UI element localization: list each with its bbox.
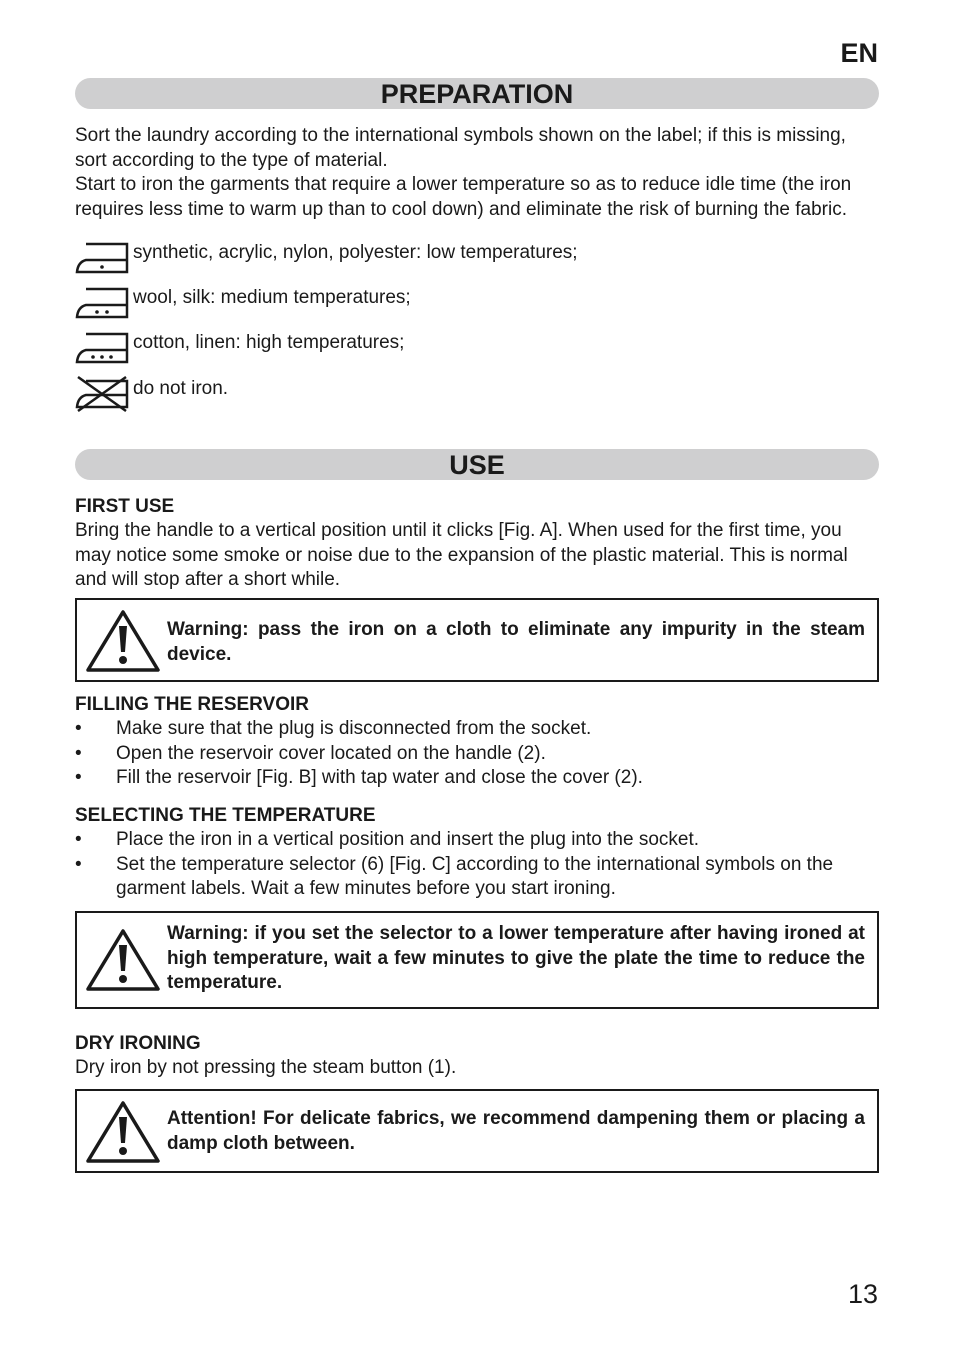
iron-two-dots-icon (75, 287, 129, 319)
page-number: 13 (847, 1279, 878, 1309)
list-item: • Fill the reservoir [Fig. B] with tap water and close the cover (2). (75, 766, 879, 791)
temperature-list (75, 828, 879, 902)
attention-text: Attention! For delicate fabrics, we recommend dampening them or placing a damp cloth between. (167, 1108, 865, 1154)
preparation-paragraph-2: Start to iron the garments that require a lower temperature so as to reduce idle time (the iron requires less time to warm up than to cool down) and eliminate the risk of burning the fabric. (75, 174, 852, 220)
dry-ironing-text: Dry iron by not pressing the steam button (1). (75, 1057, 457, 1078)
do-not-iron-icon (75, 375, 129, 413)
warning-triangle-icon (85, 927, 161, 993)
preparation-paragraph-1: Sort the laundry according to the international symbols shown on the label; if this is missing, sort according to the type of material. (75, 125, 846, 171)
filling-list (75, 717, 879, 791)
first-use-text: Bring the handle to a vertical position until it clicks [Fig. A]. When used for the first time, you may notice some smoke or noise due to the expansion of the plastic material. This is normal and will stop after a short while. (75, 520, 848, 590)
list-item: • Place the iron in a vertical position and insert the plug into the socket. (75, 828, 879, 853)
warning-triangle-icon (85, 608, 161, 674)
symbol-text-medium: wool, silk: medium temperatures; (133, 287, 411, 308)
preparation-title: PREPARATION (75, 78, 879, 109)
temperature-warning-box (75, 911, 879, 1009)
first-use-warning-box (75, 598, 879, 682)
iron-one-dot-icon (75, 242, 129, 274)
list-item: • Make sure that the plug is disconnected from the socket. (75, 717, 879, 742)
list-item: • Set the temperature selector (6) [Fig. C] according to the international symbols on the garment labels. Wait a few minutes before you start ironing. (75, 853, 879, 902)
warning-triangle-icon (85, 1099, 161, 1165)
symbol-text-low: synthetic, acrylic, nylon, polyester: low temperatures; (133, 242, 578, 263)
symbol-text-do-not-iron: do not iron. (133, 378, 229, 399)
first-use-warning-text: Warning: pass the iron on a cloth to eliminate any impurity in the steam device. (167, 619, 865, 665)
symbol-text-high: cotton, linen: high temperatures; (133, 332, 405, 353)
first-use-heading: FIRST USE (75, 496, 175, 517)
filling-heading: FILLING THE RESERVOIR (75, 694, 310, 715)
language-code: EN (840, 38, 878, 68)
iron-three-dots-icon (75, 332, 129, 364)
dry-ironing-heading: DRY IRONING (75, 1033, 201, 1054)
attention-box (75, 1089, 879, 1173)
use-title: USE (75, 449, 879, 480)
list-item: • Open the reservoir cover located on the handle (2). (75, 742, 879, 767)
temperature-warning-text: Warning: if you set the selector to a lower temperature after having ironed at high temperature, wait a few minutes to give the plate the time to reduce the temperature. (167, 923, 865, 993)
temperature-heading: SELECTING THE TEMPERATURE (75, 805, 376, 826)
